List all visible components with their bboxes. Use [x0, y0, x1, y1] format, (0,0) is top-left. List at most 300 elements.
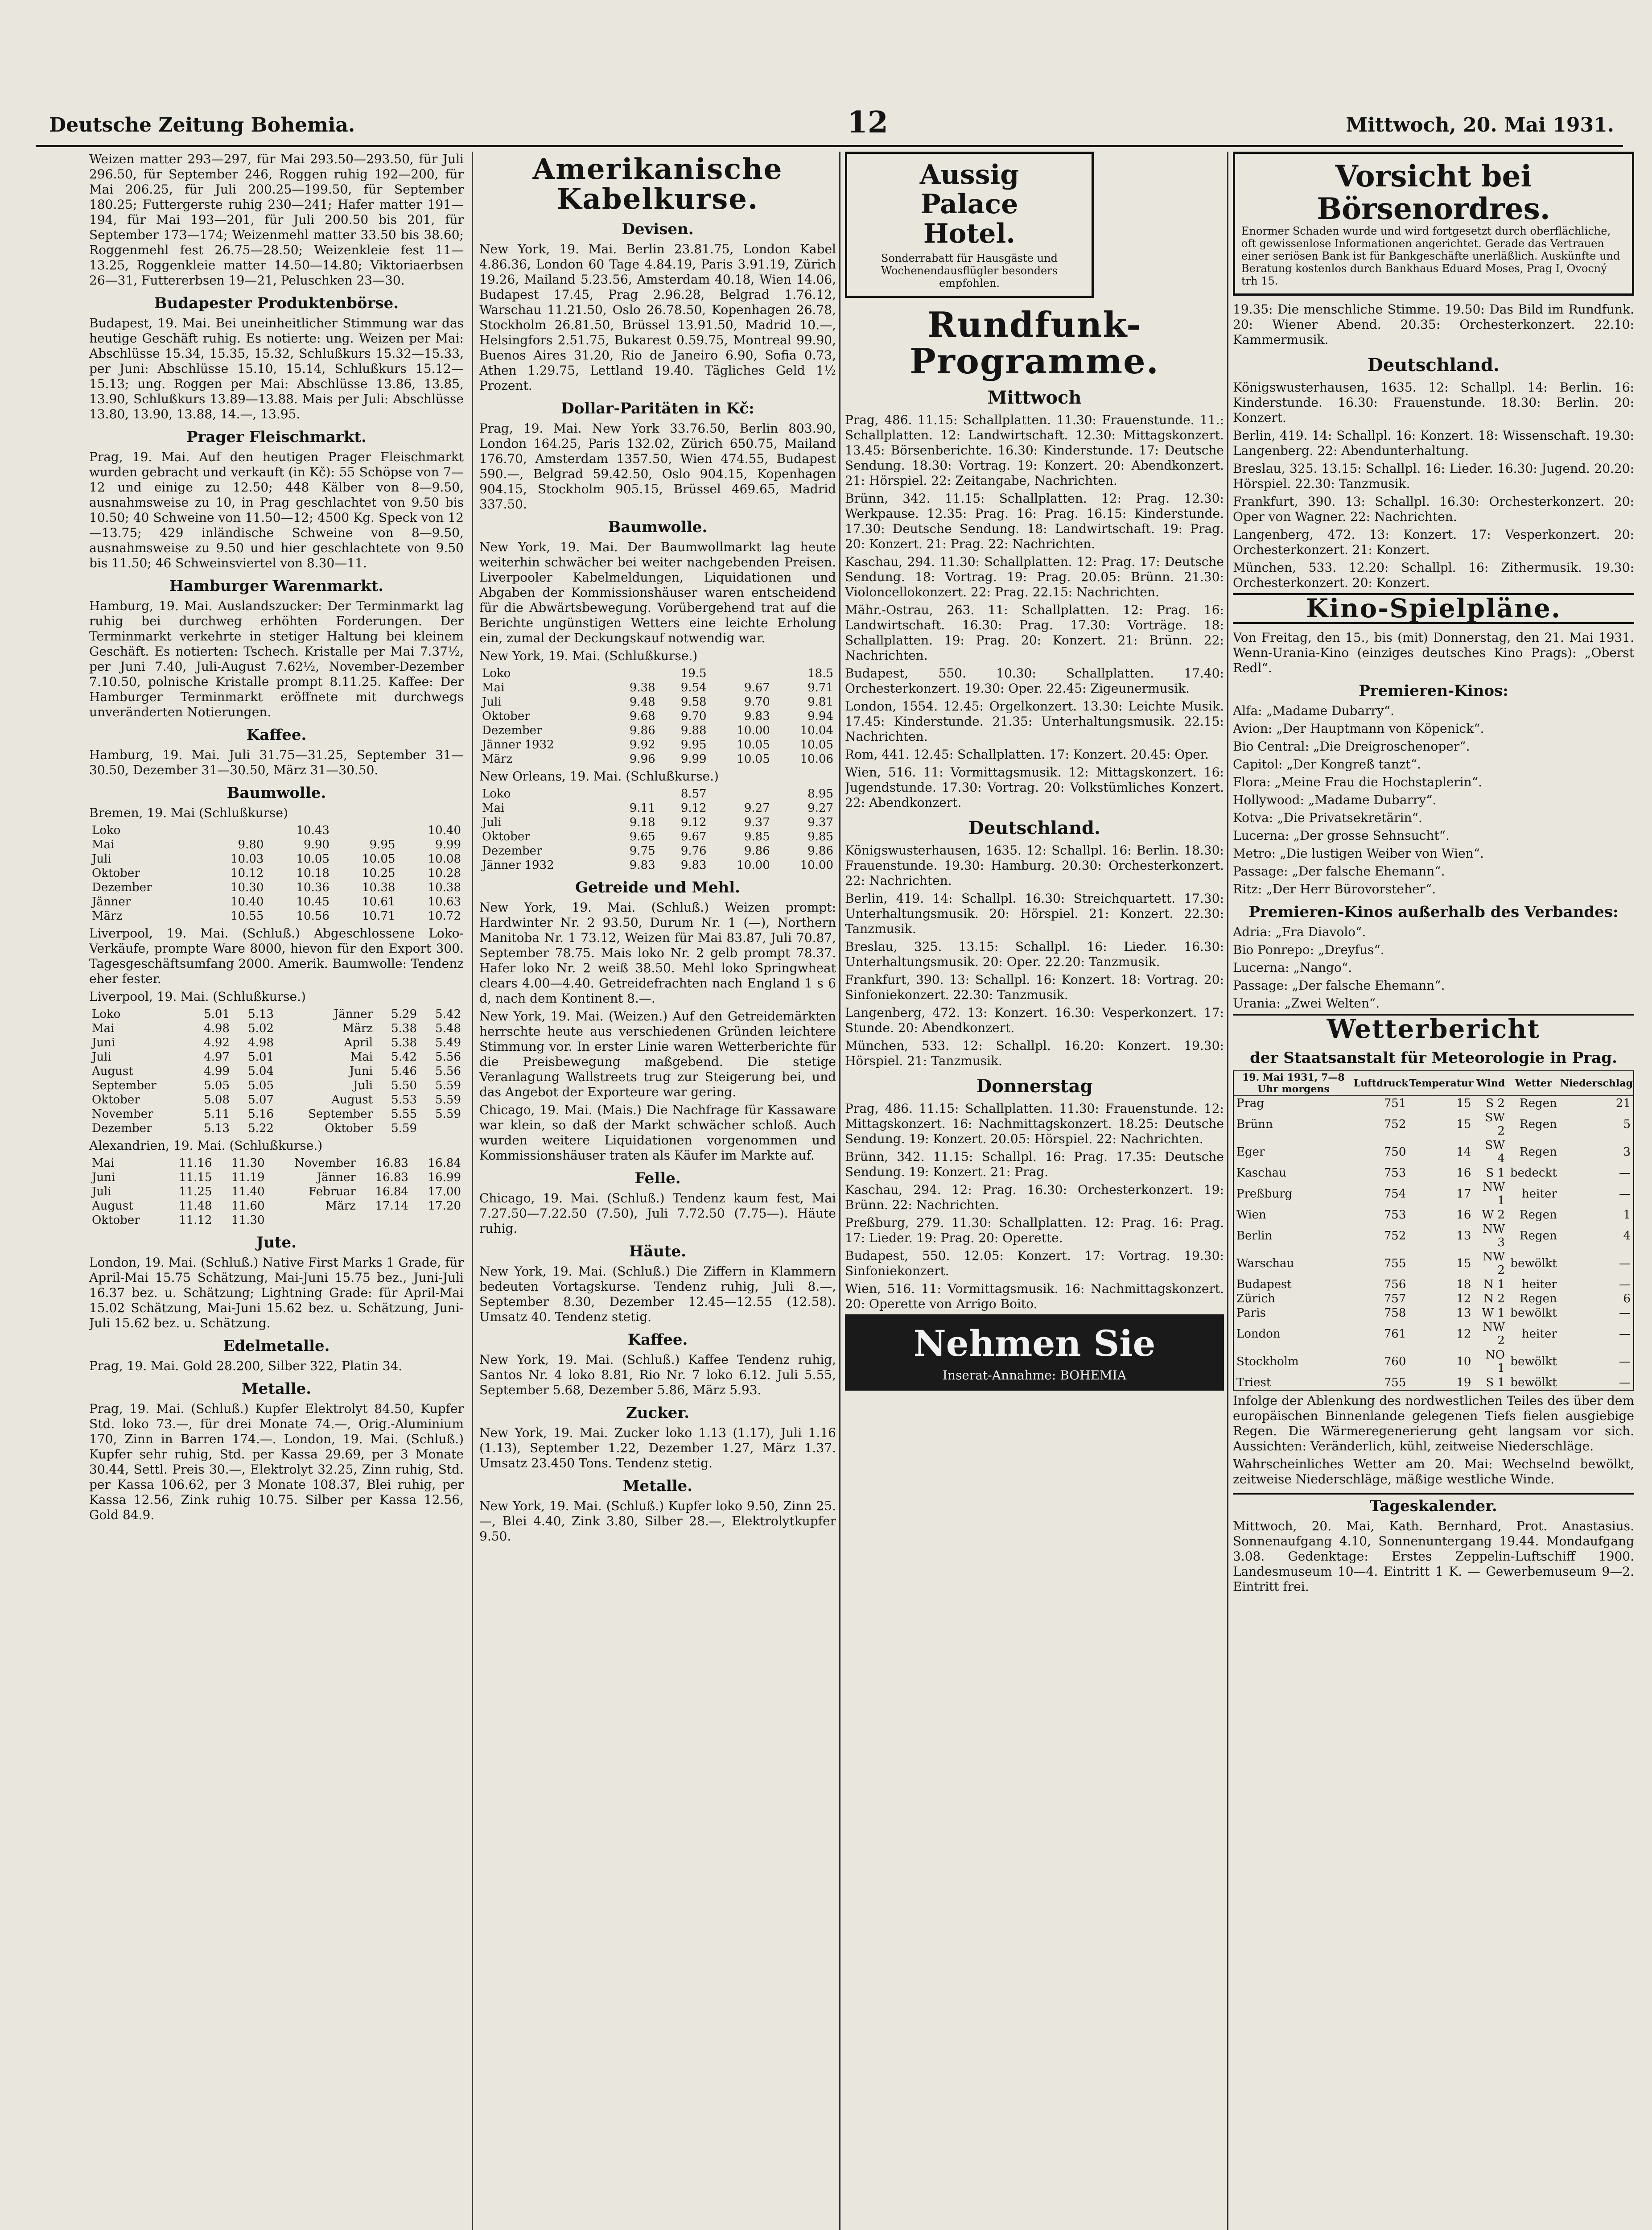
table-cell: Loko	[92, 1008, 121, 1021]
table-cell: Stockholm	[1236, 1355, 1299, 1368]
table-cell: 9.92	[629, 738, 655, 752]
table-label: New Orleans, 19. Mai. (Schlußkurse.)	[479, 769, 719, 784]
table-cell: Mai	[482, 801, 505, 815]
hotel-advertisement[interactable]	[845, 152, 1094, 298]
table-row	[479, 787, 836, 801]
table-cell: heiter	[1522, 1187, 1557, 1201]
bohemia-advertisement[interactable]	[845, 1314, 1224, 1391]
table-cell: 9.37	[807, 816, 833, 830]
table-cell: —	[1619, 1327, 1631, 1341]
table-row	[479, 830, 836, 844]
article-text: Mittwoch, 20. Mai, Kath. Bernhard, Prot. Anastasius. Sonnenaufgang 4.10, Sonnenuntergang 19.44. Mondaufgang 3.08. Gedenktage: Erstes Zeppelin-Luftschiff 1900. Landesmuseum 10—4. Eintritt 1 K. — Gewerbemuseum 9—2. Eintritt frei.	[1233, 1518, 1634, 1594]
table-cell: 9.76	[680, 844, 707, 858]
ad-headline: Nehmen Sie	[913, 1322, 1156, 1364]
section-title: Hamburger Warenmarkt.	[169, 577, 384, 595]
table-cell: W 1	[1482, 1306, 1505, 1320]
table-row	[89, 1107, 464, 1121]
section-title: Dollar-Paritäten in Kč:	[561, 400, 754, 418]
table-cell: 4.98	[204, 1022, 230, 1035]
table-row	[1233, 1166, 1634, 1180]
article-text: Hamburg, 19. Mai. Auslandszucker: Der Terminmarkt lag ruhig bei durchweg erhöhten Forderungen. Der Terminmarkt verkehrte in stetiger Haltung bei kleinem Geschäft. Es notierten: Tschech. Kristalle per Mai 7.37½, per Juni 7.40, Juli-August 7.62½, November-Dezember 7.10.50, polnische Kristalle prompt 8.11.25. Kaffee: Der Hamburger Terminmarkt eröffnete mit durchwegs unveränderten Notierungen.	[89, 599, 464, 719]
table-cell: 752	[1384, 1117, 1406, 1131]
radio-listing: Kaschau, 294. 11.30: Schallplatten. 12: Prag. 17: Deutsche Sendung. 18: Vortrag. 19: Prag. 20.05: Brünn. 21.30: Violoncellokonzert. 22: Prag. 22.15: Nachrichten.	[845, 554, 1224, 599]
table-cell: 10.00	[737, 859, 770, 872]
table-cell: 9.12	[680, 801, 707, 815]
table-cell: Oktober	[482, 710, 530, 723]
ad-headline: Vorsicht bei Börsenordres.	[1317, 159, 1550, 226]
table-cell: —	[1619, 1166, 1631, 1180]
table-cell: 10.45	[296, 895, 330, 909]
section-title: Zucker.	[626, 1404, 690, 1422]
table-cell: 11.60	[231, 1199, 265, 1213]
table-cell: 4.97	[204, 1050, 230, 1064]
table-cell: —	[1619, 1355, 1631, 1368]
table-row	[89, 1036, 464, 1050]
table-cell: 11.30	[231, 1214, 265, 1227]
table-row	[1233, 1320, 1634, 1348]
table-cell: 9.58	[680, 695, 707, 709]
article-text: New York, 19. Mai. Zucker loko 1.13 (1.17), Juli 1.16 (1.13), September 1.22, Dezember 1.27, März 1.37. Umsatz 23.450 Tons. Tendenz stetig.	[479, 1425, 836, 1471]
table-cell: bewölkt	[1510, 1355, 1557, 1368]
table-row	[479, 738, 836, 752]
table-cell: 10.00	[800, 859, 833, 872]
table-cell: 751	[1384, 1096, 1406, 1110]
table-row	[479, 666, 836, 681]
cinema-entry: Bio Central: „Die Dreigroschenoper“.	[1233, 739, 1470, 754]
table-cell: NO 1	[1485, 1348, 1505, 1375]
table-cell: August	[92, 1065, 133, 1078]
table-cell: 5.55	[391, 1107, 417, 1121]
masthead: Deutsche Zeitung Bohemia.	[49, 114, 355, 136]
table-cell: 755	[1384, 1375, 1406, 1389]
table-cell: 15	[1456, 1096, 1471, 1110]
table-cell: London	[1236, 1327, 1281, 1341]
table-cell	[709, 787, 773, 801]
table-row	[89, 1021, 464, 1036]
table-row	[89, 1170, 464, 1185]
table-cell: 9.99	[680, 752, 707, 766]
cinema-list	[1233, 703, 1634, 897]
table-cell: 10.55	[230, 909, 264, 923]
radio-listing: Brünn, 342. 11.15: Schallpl. 16: Prag. 17.35: Deutsche Sendung. 19: Konzert. 21: Prag.	[845, 1149, 1224, 1179]
table-cell: 10.40	[428, 824, 461, 837]
table-cell: 5.11	[204, 1107, 230, 1121]
table-cell	[358, 1213, 411, 1227]
cinema-entry: Flora: „Meine Frau die Hochstaplerin“.	[1233, 775, 1482, 790]
table-cell: 9.96	[629, 752, 655, 766]
table-cell: März	[92, 909, 123, 923]
table-cell: 9.38	[629, 681, 655, 695]
table-cell: 9.70	[744, 695, 770, 709]
table-cell: 18	[1456, 1277, 1471, 1291]
broker-advertisement[interactable]	[1233, 152, 1634, 296]
table-cell: 5.07	[248, 1093, 274, 1107]
table-row	[89, 838, 464, 852]
table-row	[1233, 1222, 1634, 1250]
article-text: New York, 19. Mai. (Schluß.) Weizen prompt: Hardwinter Nr. 2 93.50, Durum Nr. 1 (—), Northern Manitoba Nr. 1 73.12, Weizen für Mai 83.87, Juli 70.87, September 78.75. Mais loko Nr. 2 gelb prompt 78.37. Hafer loko Nr. 2 weiß 38.50. Mehl loko Springwheat clears 4.00—4.40. Getreidefrachten nach England 1 s 6 d, nach dem Kontinent 8.—.	[479, 900, 836, 1006]
section-title: Baumwolle.	[608, 518, 708, 537]
table-cell: 753	[1384, 1166, 1406, 1180]
table-cell: 9.18	[629, 816, 655, 830]
table-row	[479, 752, 836, 766]
table-row	[479, 815, 836, 830]
table-cell: 754	[1384, 1187, 1406, 1201]
table-cell: 9.83	[680, 859, 707, 872]
table-cell: —	[1619, 1306, 1631, 1320]
table-cell: 11.25	[179, 1185, 212, 1198]
region-heading: Deutschland.	[968, 817, 1100, 838]
table-cell: 10.40	[230, 895, 264, 909]
column-divider	[839, 152, 840, 2230]
table-cell: 9.65	[629, 830, 655, 844]
table-cell: März	[325, 1199, 356, 1213]
table-cell: 9.75	[629, 844, 655, 858]
radio-listing: München, 533. 12.20: Schallpl. 16: Zithermusik. 19.30: Orchesterkonzert. 20: Konzert.	[1233, 560, 1634, 591]
table-cell: August	[331, 1093, 373, 1107]
table-cell: 8.57	[680, 787, 707, 801]
table-cell: 9.12	[680, 816, 707, 830]
table-cell: September	[92, 1079, 157, 1092]
table-cell: bewölkt	[1510, 1256, 1557, 1270]
table-cell: 17	[1456, 1187, 1471, 1201]
table-cell: Juli	[92, 1185, 111, 1198]
table-cell: —	[1619, 1277, 1631, 1291]
table-cell: bewölkt	[1510, 1306, 1557, 1320]
day-heading: Mittwoch	[987, 387, 1082, 408]
table-cell: Februar	[309, 1185, 356, 1198]
table-cell: 11.19	[231, 1171, 265, 1184]
cinema-entry: Lucerna: „Nango“.	[1233, 960, 1352, 975]
table-cell: Juni	[349, 1065, 373, 1078]
table-cell: November	[294, 1156, 356, 1170]
radio-listing: London, 1554. 12.45: Orgelkonzert. 13.30: Leichte Musik. 17.45: Kinderstunde. 21.35: Unterhaltungsmusik. 22.15: Nachrichten.	[845, 698, 1224, 744]
table-cell: 5.50	[391, 1079, 417, 1092]
article-text: Wahrscheinliches Wetter am 20. Mai: Wechselnd bewölkt, zeitweise Niederschläge, mäßige westliche Winde.	[1233, 1456, 1634, 1487]
cinema-entry: Lucerna: „Der grosse Sehnsucht“.	[1233, 828, 1450, 843]
page-number: 12	[847, 105, 888, 140]
cinema-entry: Adria: „Fra Diavolo“.	[1233, 925, 1366, 940]
section-title: Premieren-Kinos außerhalb des Verbandes:	[1248, 903, 1619, 921]
table-cell: 10.03	[230, 852, 264, 866]
table-cell: 10.05	[737, 738, 770, 752]
radio-listing: Frankfurt, 390. 13: Schallpl. 16: Konzert. 18: Vortrag. 20: Sinfoniekonzert. 22.30: Tanzmusik.	[845, 972, 1224, 1002]
section-title: Devisen.	[622, 220, 694, 239]
table-cell: Prag	[1236, 1096, 1265, 1110]
table-cell: 4.99	[204, 1065, 230, 1078]
section-title: Tageskalender.	[1233, 1493, 1634, 1515]
table-label: Liverpool, 19. Mai. (Schlußkurse.)	[89, 989, 306, 1004]
table-header-cell: Temperatur	[1409, 1071, 1474, 1096]
table-cell: April	[344, 1036, 373, 1049]
table-cell: 5.05	[204, 1079, 230, 1092]
ad-line: Aussig	[919, 159, 1019, 190]
table-cell: Loko	[482, 667, 511, 681]
table-cell: 5.13	[204, 1122, 230, 1135]
table-cell: 10.05	[362, 852, 395, 866]
column-4	[1233, 152, 1634, 2230]
article-text: Chicago, 19. Mai. (Schluß.) Tendenz kaum fest, Mai 7.27.50—7.22.50 (7.50), Juli 7.72.50 (7.75—). Häute ruhig.	[479, 1191, 836, 1236]
table-cell	[607, 666, 658, 681]
table-cell: Mai	[482, 681, 505, 695]
table-cell: 9.27	[744, 801, 770, 815]
table-cell: 9.83	[629, 859, 655, 872]
table-cell: 9.81	[807, 695, 833, 709]
cinema-list	[1233, 925, 1634, 1011]
table-cell: 5.29	[391, 1008, 417, 1021]
table-cell: 9.68	[629, 710, 655, 723]
radio-listing: Rom, 441. 12.45: Schallplatten. 17: Konzert. 20.45: Oper.	[845, 747, 1209, 762]
article-text: Prag, 19. Mai. Gold 28.200, Silber 322, Platin 34.	[89, 1359, 403, 1373]
table-cell: Mai	[92, 838, 115, 851]
table-cell: 9.37	[744, 816, 770, 830]
table-cell: 16.84	[375, 1185, 408, 1198]
table-cell: 10.38	[362, 881, 395, 894]
table-cell: —	[1619, 1256, 1631, 1270]
issue-date: Mittwoch, 20. Mai 1931.	[1346, 114, 1614, 136]
table-cell: N 2	[1483, 1292, 1505, 1305]
table-cell: 9.86	[629, 724, 655, 738]
table-cell	[411, 1213, 464, 1227]
ad-line: Hotel.	[923, 218, 1016, 249]
table-cell: Dezember	[482, 724, 542, 738]
table-row	[1233, 1250, 1634, 1277]
table-cell: —	[1619, 1375, 1631, 1389]
table-cell: 9.85	[744, 830, 770, 844]
table-cell: 5.42	[435, 1008, 461, 1021]
table-cell: 5.42	[391, 1050, 417, 1064]
new-orleans-cotton-table	[479, 787, 836, 872]
article-text: Prag, 19. Mai. Auf den heutigen Prager Fleischmarkt wurden gebracht und verkauft (in Kč): 55 Schöpse von 7—12 und einige zu 12.50; 448 Kälber von 8—9.50, ausnahmsweise zu 10, in Prag geschlachtet von 9.50 bis 10.50; 40 Schweine von 11.50—12; 4500 Kg. Speck von 12—13.75; 429 inländische Schweine von 8—9.50, ausnahmsweise zu 9.50 und hier geschlachtete von 9.50 bis 11.50; 46 Schweinsviertel von 8.30—11.	[89, 450, 464, 570]
table-row	[479, 723, 836, 738]
cinema-entry: Metro: „Die lustigen Weiber von Wien“.	[1233, 846, 1484, 861]
table-cell: S 1	[1486, 1166, 1505, 1180]
table-cell: Preßburg	[1236, 1187, 1293, 1201]
section-title: Kaffee.	[627, 1331, 688, 1349]
table-cell	[607, 787, 658, 801]
table-cell: 5.48	[435, 1022, 461, 1035]
table-cell: 10.04	[800, 724, 833, 738]
table-cell: 12	[1456, 1327, 1471, 1341]
cinema-entry: Alfa: „Madame Dubarry“.	[1233, 703, 1394, 719]
table-cell: Budapest	[1236, 1277, 1292, 1291]
table-cell: 11.12	[179, 1214, 212, 1227]
table-cell: NW 2	[1483, 1250, 1505, 1277]
section-headline: Amerikanische Kabelkurse.	[532, 153, 783, 216]
table-cell: N 1	[1483, 1277, 1505, 1291]
table-cell: Zürich	[1236, 1292, 1275, 1305]
article-text: Budapest, 19. Mai. Bei uneinheitlicher Stimmung war das heutige Geschäft ruhig. Es notierte: ung. Weizen per Mai: Abschlüsse 15.34, 15.35, 15.32, Schlußkurs 15.32—15.33, per Juni: Abschlüsse 15.10, 15.14, Schlußkurs 15.12—15.13; ung. Roggen per Mai: Abschlüsse 13.86, 13.85, 13.90, Schlußkurs 13.89—13.88. Mais per Juli: Abschlüsse 13.80, 13.90, 13.88, 14.—, 13.95.	[89, 316, 464, 421]
table-cell: 10.36	[296, 881, 330, 894]
section-title: Edelmetalle.	[223, 1337, 330, 1355]
table-cell: 9.54	[680, 681, 707, 695]
table-cell: 5.38	[391, 1036, 417, 1049]
radio-listing: Breslau, 325. 13.15: Schallpl. 16: Lieder. 16.30: Jugend. 20.20: Hörspiel. 22.30: Tanzmusik.	[1233, 461, 1634, 491]
radio-listing: München, 533. 12: Schallpl. 16.20: Konzert. 19.30: Hörspiel. 21: Tanzmusik.	[845, 1038, 1224, 1068]
radio-listing: Prag, 486. 11.15: Schallplatten. 11.30: Frauenstunde. 12: Mittagskonzert. 16: Nachmittagskonzert. 18.25: Deutsche Sendung. 19: Konzert. 20.05: Hörspiel. 22: Nachrichten.	[845, 1101, 1224, 1146]
table-cell: März	[342, 1022, 373, 1035]
column-3	[845, 152, 1224, 2230]
table-cell	[201, 823, 267, 838]
table-cell: 10.00	[737, 724, 770, 738]
table-cell: Regen	[1520, 1229, 1557, 1243]
radio-listing: Frankfurt, 390. 13: Schallpl. 16.30: Orchesterkonzert. 20: Oper von Wagner. 22: Nachrichten.	[1233, 494, 1634, 524]
table-row	[1233, 1348, 1634, 1375]
table-cell: 10.72	[428, 909, 461, 923]
section-headline: Wetterbericht	[1233, 1014, 1634, 1043]
table-cell: 15	[1456, 1117, 1471, 1131]
table-row	[89, 1156, 464, 1170]
table-row	[1233, 1096, 1634, 1111]
table-cell: 10.06	[800, 752, 833, 766]
article-text: Liverpool, 19. Mai. (Schluß.) Abgeschlossene Loko-Verkäufe, prompte Ware 8000, hievon für den Export 300. Tagesgeschäftsumfang 2000. Amerik. Baumwolle: Tendenz eher fester.	[89, 926, 464, 986]
table-cell: Regen	[1520, 1096, 1557, 1110]
table-row	[89, 895, 464, 909]
table-cell: Juni	[92, 1171, 115, 1184]
table-cell: Juni	[92, 1036, 115, 1049]
table-cell: 10.25	[362, 867, 395, 880]
table-cell: Jänner 1932	[482, 859, 554, 872]
table-cell: 9.70	[680, 710, 707, 723]
table-cell: 16	[1456, 1208, 1471, 1222]
table-cell: S 2	[1486, 1096, 1505, 1110]
section-title: Häute.	[629, 1243, 687, 1261]
table-cell: Juli	[353, 1079, 373, 1092]
section-subtitle: der Staatsanstalt für Meteorologie in Prag.	[1250, 1049, 1617, 1067]
table-cell: 5.16	[248, 1107, 274, 1121]
table-cell: 758	[1384, 1306, 1406, 1320]
table-cell: bedeckt	[1510, 1166, 1557, 1180]
table-row	[89, 1185, 464, 1199]
table-cell: Juli	[482, 816, 502, 830]
table-row	[89, 1213, 464, 1227]
table-cell: 9.90	[304, 838, 330, 851]
table-cell: SW 4	[1485, 1138, 1505, 1165]
column-divider	[472, 152, 473, 2230]
table-cell: 16.83	[375, 1156, 408, 1170]
table-cell: März	[482, 752, 513, 766]
ad-text: Enormer Schaden wurde und wird fortgesetzt durch oberflächliche, oft gewissenlose Informationen angerichtet. Gerade das Vertrauen einer seriösen Bank ist für Bankgeschäfte unerläßlich. Auskünfte und Beratung kostenlos durch Bankhaus Eduard Moses, Prag I, Ovocný trh 15.	[1241, 225, 1620, 288]
region-heading: Deutschland.	[1368, 355, 1500, 376]
radio-listing: Budapest, 550. 12.05: Konzert. 17: Vortrag. 19.30: Sinfoniekonzert.	[845, 1248, 1224, 1278]
table-cell: —	[1619, 1187, 1631, 1201]
table-cell: 10.18	[296, 867, 330, 880]
table-cell: 10.56	[296, 909, 330, 923]
table-cell: 9.88	[680, 724, 707, 738]
section-title: Prager Fleischmarkt.	[186, 428, 367, 446]
table-cell: 10.38	[428, 881, 461, 894]
table-row	[89, 852, 464, 866]
section-title: Metalle.	[622, 1477, 693, 1495]
table-cell: Juli	[92, 852, 111, 866]
article-text: New York, 19. Mai. (Schluß.) Die Ziffern in Klammern bedeuten Vortagskurse. Tendenz ruhig, Juli 8.—, September 8.30, Dezember 12.45—12.55 (12.58). Umsatz 40. Tendenz stetig.	[479, 1264, 836, 1325]
cinema-entry: Bio Ponrepo: „Dreyfus“.	[1233, 942, 1384, 958]
table-cell: Eger	[1236, 1145, 1265, 1159]
table-row	[89, 1078, 464, 1093]
table-cell: NW 2	[1483, 1320, 1505, 1347]
table-cell: Jänner	[92, 895, 131, 909]
table-cell: 9.83	[744, 710, 770, 723]
table-cell: Dezember	[482, 844, 542, 858]
table-cell: 5.59	[435, 1079, 461, 1092]
table-cell: 10.08	[428, 852, 461, 866]
table-cell: Oktober	[325, 1122, 373, 1135]
ad-subtext: Sonderrabatt für Hausgäste und Wochenendausflügler besonders empfohlen.	[881, 252, 1058, 289]
radio-listing: Berlin, 419. 14: Schallpl. 16.30: Streichquartett. 17.30: Unterhaltungsmusik. 20: Hörspiel. 21: Konzert. 22.30: Tanzmusik.	[845, 891, 1224, 936]
cinema-entry: Passage: „Der falsche Ehemann“.	[1233, 978, 1445, 993]
radio-listing: Berlin, 419. 14: Schallpl. 16: Konzert. 18: Wissenschaft. 19.30: Langenberg. 22: Abendunterhaltung.	[1233, 428, 1634, 458]
table-cell: 10.63	[428, 895, 461, 909]
table-cell: 6	[1623, 1292, 1631, 1305]
table-row	[1233, 1180, 1634, 1208]
table-row	[1233, 1208, 1634, 1222]
table-row	[89, 1121, 464, 1136]
table-cell: 10.71	[362, 909, 395, 923]
table-cell: Regen	[1520, 1117, 1557, 1131]
radio-listing: Preßburg, 279. 11.30: Schallplatten. 12: Prag. 16: Prag. 17: Lieder. 19: Prag. 20: Operette.	[845, 1215, 1224, 1245]
table-cell: 10.12	[230, 867, 264, 880]
table-cell: 21	[1615, 1096, 1631, 1110]
table-cell: Dezember	[92, 881, 152, 894]
radio-listing: Mähr.-Ostrau, 263. 11: Schallplatten. 12: Prag. 16: Landwirtschaft. 16.30: Prag. 17.30: Vorträge. 18: Schallplatten. 19: Prag. 20: Konzert. 21: Brünn. 22: Nachrichten.	[845, 602, 1224, 663]
table-cell: Jänner 1932	[482, 738, 554, 752]
table-cell: 752	[1384, 1229, 1406, 1243]
table-cell: Wien	[1236, 1208, 1266, 1222]
radio-listing: Königswusterhausen, 1635. 12: Schallpl. 14: Berlin. 16: Kinderstunde. 16.30: Frauenstunde. 18.30: Berlin. 20: Konzert.	[1233, 380, 1634, 425]
table-cell: 19.5	[680, 667, 707, 681]
section-title: Premieren-Kinos:	[1359, 682, 1508, 700]
table-cell: 9.94	[807, 710, 833, 723]
table-cell: 5.38	[391, 1022, 417, 1035]
table-cell: 11.48	[179, 1199, 212, 1213]
radio-listing: Langenberg, 472. 13: Konzert. 17: Vesperkonzert. 20: Orchesterkonzert. 21: Konzert.	[1233, 527, 1634, 558]
table-cell: 753	[1384, 1208, 1406, 1222]
table-cell: Brünn	[1236, 1117, 1273, 1131]
column-1	[89, 152, 464, 2230]
table-cell: 9.71	[807, 681, 833, 695]
table-cell: Mai	[350, 1050, 373, 1064]
alexandria-table	[89, 1156, 464, 1227]
section-title: Baumwolle.	[227, 784, 326, 802]
table-cell: 8.95	[807, 787, 833, 801]
table-cell	[332, 823, 398, 838]
article-text: New York, 19. Mai. Der Baumwollmarkt lag heute weiterhin schwächer bei weiter nachgebenden Preisen. Liverpooler Kabelmeldungen, Liquidationen und Abgaben der Kommissionshäuser waren entscheidend für die Abwärtsbewegung. Vorübergehend trat auf die Berichte ungünstigen Wetters eine leichte Erholung ein, zumal der Deckungskauf notwendig war.	[479, 540, 836, 646]
article-text: New York, 19. Mai. Berlin 23.81.75, London Kabel 4.86.36, London 60 Tage 4.84.19, Paris 3.91.19, Zürich 19.26, Mailand 5.23.56, Amsterdam 40.18, Wien 14.06, Budapest 17.45, Prag 2.96.28, Belgrad 1.76.12, Warschau 11.21.50, Oslo 26.78.50, Kopenhagen 26.78, Stockholm 26.81.50, Brüssel 13.91.50, Madrid 10.—, Helsingfors 2.51.75, Bukarest 0.59.75, Montreal 99.90, Buenos Aires 31.20, Rio de Janeiro 6.90, Sofia 0.73, Athen 1.29.75, Lettland 19.40. Tägliches Geld 1½ Prozent.	[479, 242, 836, 393]
section-title: Kaffee.	[246, 726, 307, 744]
table-cell: 4	[1623, 1229, 1631, 1243]
table-cell: 16.84	[428, 1156, 461, 1170]
table-cell: 4.92	[204, 1036, 230, 1049]
radio-listing: Wien, 516. 11: Vormittagsmusik. 12: Mittagskonzert. 16: Jugendstunde. 17.30: Vortrag. 20: Volkstümliches Konzert. 22: Abendkonzert.	[845, 764, 1224, 810]
table-cell: 10.30	[230, 881, 264, 894]
table-header-cell: Wind	[1474, 1071, 1507, 1096]
grain-intro: Weizen matter 293—297, für Mai 293.50—293.50, für Juli 296.50, für September 246, Roggen ruhig 192—200, für Mai 206.25, für Juli 200.25—199.50, für September 180.25; Futtergerste ruhig 230—241; Hafer matter 191—194, für Mai 193—201, für Juli 200.50 bis 201, für September 173—174; Weizenmehl matter 33.50 bis 38.60; Roggenmehl fest 26.75—28.50; Weizenkleie fest 11—13.25, Roggenkleie matter 14.50—14.80; Viktoriaerbsen 26—31, Futtererbsen 19—21, Peluschken 23—30.	[89, 152, 464, 288]
table-cell: 3	[1623, 1145, 1631, 1159]
table-cell: Triest	[1236, 1375, 1271, 1389]
table-cell: 5.46	[391, 1065, 417, 1078]
section-headline: Kino-Spielpläne.	[1233, 593, 1634, 624]
table-cell: 17.14	[375, 1199, 408, 1213]
table-cell: 10.05	[737, 752, 770, 766]
table-cell: 5.13	[248, 1008, 274, 1021]
table-cell: 5.22	[248, 1122, 274, 1135]
table-cell: 5.02	[248, 1022, 274, 1035]
table-cell: 17.00	[428, 1185, 461, 1198]
cinema-entry: Urania: „Zwei Welten“.	[1233, 996, 1380, 1011]
table-cell: 5	[1623, 1117, 1631, 1131]
table-cell: 1	[1623, 1208, 1631, 1222]
table-row	[1233, 1306, 1634, 1320]
section-title: Jute.	[256, 1234, 297, 1251]
